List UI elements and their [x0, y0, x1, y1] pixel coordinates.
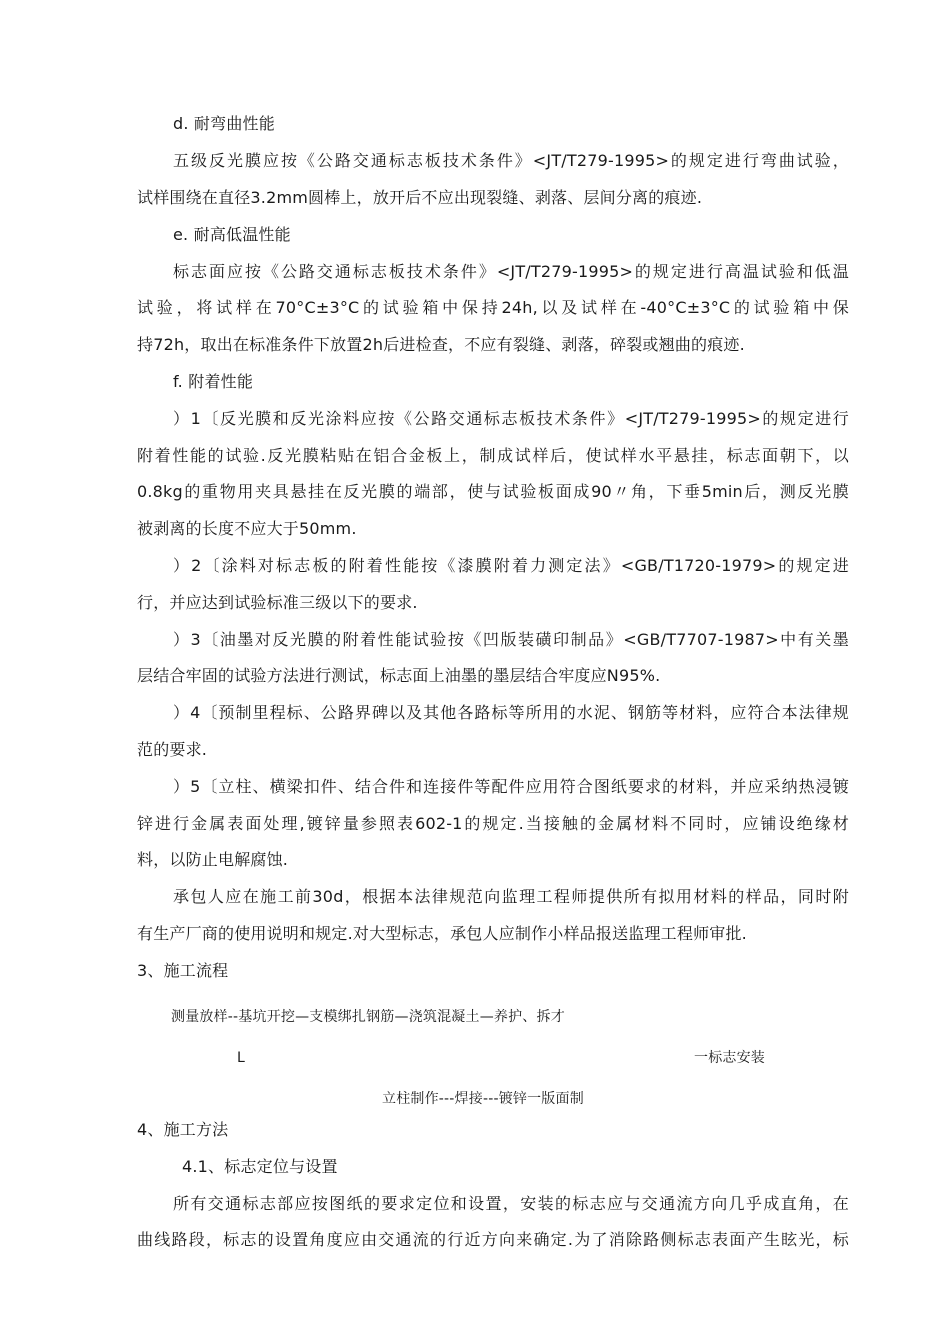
item-3-line-2: 层结合牢固的试验方法进行测试，标志面上油墨的墨层结合牢度应N95%.	[137, 666, 661, 685]
item-2-line-2: 行，并应达到试验标准三级以下的要求.	[137, 593, 418, 612]
item-1-line-1: ）1〔反光膜和反光涂料应按《公路交通标志板技术条件》<JT/T279-1995>的规定进行	[173, 409, 849, 428]
flow-line-1: 测量放样--基坑开挖—支模绑扎钢筋—浇筑混凝土—养护、拆才	[171, 1009, 565, 1025]
para-temp-3: 持72h，取出在标准条件下放置2h后进检查，不应有裂缝、剥落，碎裂或翘曲的痕迹.	[137, 335, 745, 354]
item-1-line-2: 附着性能的试验.反光膜粘贴在铝合金板上，制成试样后，使试样水平悬挂，标志面朝下，以	[137, 446, 849, 465]
para-temp-2: 试验，将试样在70°C±3°C的试验箱中保持24h,以及试样在-40°C±3°C的试验箱中保	[137, 298, 849, 317]
item-1-line-4: 被剥离的长度不应大于50mm.	[137, 519, 357, 538]
item-5-line-3: 料，以防止电解腐蚀.	[137, 850, 289, 869]
item-3-line-1: ）3〔油墨对反光膜的附着性能试验按《凹版装磺印制品》<GB/T7707-1987>中有关墨	[173, 630, 849, 649]
flow-sign-install: 一标志安装	[694, 1050, 765, 1066]
item-1-line-3: 0.8kg的重物用夹具悬挂在反光膜的端部，使与试验板面成90〃角，下垂5min后，测反光膜	[137, 482, 849, 501]
item-4-line-2: 范的要求.	[137, 740, 208, 759]
item-5-line-1: ）5〔立柱、横梁扣件、结合件和连接件等配件应用符合图纸要求的材料，并应采纳热浸镀	[173, 777, 849, 796]
para-temp-1: 标志面应按《公路交通标志板技术条件》<JT/T279-1995>的规定进行高温试验和低温	[173, 262, 849, 281]
heading-adhesion: f. 附着性能	[173, 372, 254, 391]
para-positioning-1: 所有交通标志部应按图纸的要求定位和设置，安装的标志应与交通流方向几乎成直角，在	[173, 1194, 849, 1213]
para-bending-2: 试样围绕在直径3.2mm圆棒上，放开后不应出现裂缝、剥落、层间分离的痕迹.	[137, 188, 703, 207]
flow-line-3: 立柱制作---焊接---镀锌一版面制	[382, 1091, 584, 1107]
para-contractor-1: 承包人应在施工前30d，根据本法律规范向监理工程师提供所有拟用材料的样品，同时附	[173, 887, 849, 906]
heading-temperature: e. 耐高低温性能	[173, 225, 291, 244]
para-bending-1: 五级反光膜应按《公路交通标志板技术条件》<JT/T279-1995>的规定进行弯曲试验，	[173, 151, 849, 170]
heading-sign-positioning: 4.1、标志定位与设置	[182, 1157, 338, 1176]
para-contractor-2: 有生产厂商的使用说明和规定.对大型标志，承包人应制作小样品报送监理工程师审批.	[137, 924, 747, 943]
heading-construction-flow: 3、施工流程	[137, 961, 229, 980]
para-positioning-2: 曲线路段，标志的设置角度应由交通流的行近方向来确定.为了消除路侧标志表面产生眩光，标	[137, 1230, 849, 1249]
flow-mark-l: L	[237, 1050, 245, 1066]
heading-construction-method: 4、施工方法	[137, 1120, 229, 1139]
item-5-line-2: 锌进行金属表面处理,镀锌量参照表602-1的规定.当接触的金属材料不同时，应铺设绝缘材	[137, 814, 849, 833]
item-2-line-1: ）2〔涂料对标志板的附着性能按《漆膜附着力测定法》<GB/T1720-1979>的规定进	[173, 556, 849, 575]
heading-bending: d. 耐弯曲性能	[173, 114, 275, 133]
item-4-line-1: ）4〔预制里程标、公路界碑以及其他各路标等所用的水泥、钢筋等材料，应符合本法律规	[173, 703, 849, 722]
